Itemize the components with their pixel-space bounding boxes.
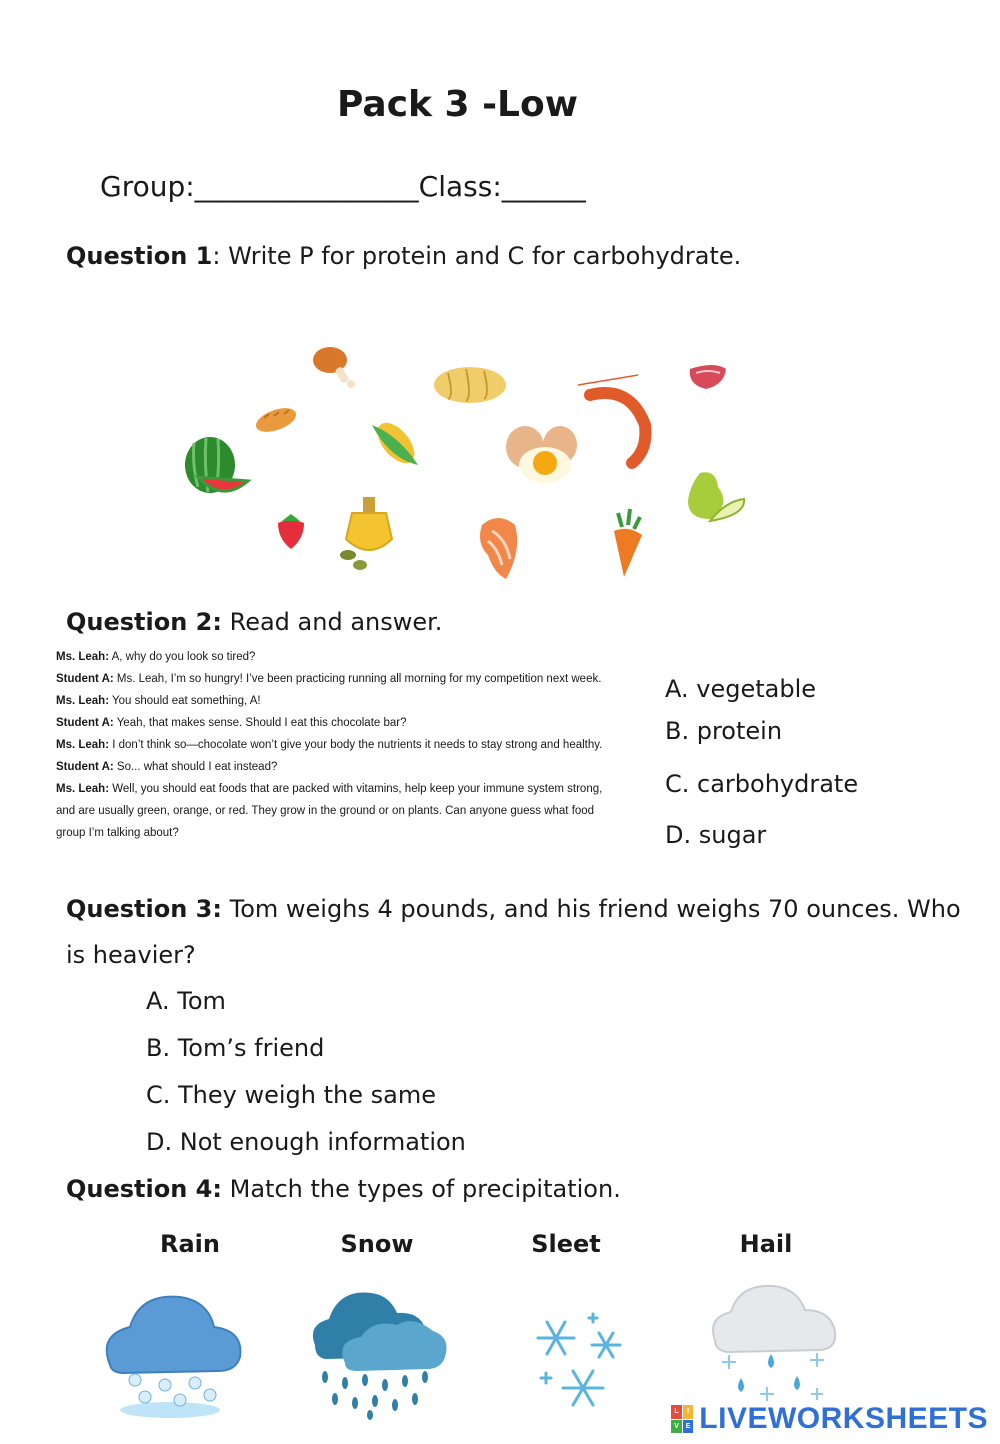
steak-icon [690, 365, 726, 389]
page-title: Pack 3 -Low [337, 84, 578, 125]
snowflakes-icon[interactable] [528, 1310, 628, 1420]
q2-option-a[interactable]: A. vegetable [665, 675, 817, 703]
chicken-leg-icon [313, 347, 355, 388]
potato-icon [434, 367, 506, 403]
q2-option-b[interactable]: B. protein [665, 717, 783, 745]
bread-icon [253, 403, 299, 436]
dialogue-line: Student A: Ms. Leah, I’m so hungry! I’ve been practicing running all morning for my competition next week. [56, 673, 602, 685]
question-3 [66, 895, 966, 923]
question-3-label: Question 3: [66, 895, 222, 923]
label-snow: Snow [340, 1230, 414, 1258]
pear-icon [688, 472, 744, 521]
dialogue-line: Student A: Yeah, that makes sense. Should I eat this chocolate bar? [56, 717, 407, 729]
group-class-line: Group:________________Class:______ [100, 170, 586, 203]
question-1-text: : Write P for protein and C for carbohydrate. [212, 242, 742, 270]
logo-text: LIVEWORKSHEETS [699, 1402, 988, 1435]
liveworksheets-logo [671, 1402, 988, 1436]
label-sleet: Sleet [531, 1230, 601, 1258]
question-1-label: Question 1 [66, 242, 213, 270]
logo-badge-icon: L I V E [671, 1405, 693, 1433]
q2-option-c[interactable]: C. carbohydrate [665, 770, 859, 798]
q3-option-c[interactable]: C. They weigh the same [146, 1081, 436, 1109]
label-rain: Rain [160, 1230, 220, 1258]
q3-option-d[interactable]: D. Not enough information [146, 1128, 466, 1156]
dialogue-line: Ms. Leah: You should eat something, A! [56, 695, 261, 707]
dialogue-line: Ms. Leah: A, why do you look so tired? [56, 651, 256, 663]
label-hail: Hail [739, 1230, 793, 1258]
shrimp-icon [578, 375, 645, 463]
rain-cloud-icon[interactable] [705, 1282, 840, 1412]
salmon-icon [480, 518, 517, 579]
strawberry-icon [278, 514, 304, 549]
q2-option-d[interactable]: D. sugar [665, 821, 767, 849]
dialogue-line: Student A: So... what should I eat instead? [56, 761, 278, 773]
hail-cloud-icon[interactable] [90, 1285, 250, 1425]
question-3-text-cont: is heavier? [66, 941, 196, 969]
question-2-text: Read and answer. [221, 608, 443, 636]
carrot-icon [614, 509, 642, 577]
question-2 [66, 608, 442, 636]
question-4 [66, 1175, 621, 1203]
sleet-cloud-icon[interactable] [305, 1285, 455, 1420]
egg-icon [506, 426, 577, 483]
question-3-text: Tom weighs 4 pounds, and his friend weighs 70 ounces. Who [221, 895, 961, 923]
question-4-text: Match the types of precipitation. [221, 1175, 621, 1203]
dialogue-line: Ms. Leah: I don’t think so—chocolate won’t give your body the nutrients it needs to stay strong and healthy. [56, 739, 603, 751]
question-1 [66, 242, 741, 270]
dialogue-line: Ms. Leah: Well, you should eat foods that are packed with vitamins, help keep your immune system strong, and are usually green, orange, or red. They grow in the ground or on plants. Can anyone guess what food group I’m talking about? [56, 783, 603, 839]
q3-option-b[interactable]: B. Tom’s friend [146, 1034, 325, 1062]
corn-icon [371, 416, 422, 469]
food-images [170, 335, 770, 595]
question-4-label: Question 4: [66, 1175, 222, 1203]
dialogue-passage [56, 646, 616, 844]
question-2-label: Question 2: [66, 608, 222, 636]
q3-option-a[interactable]: A. Tom [146, 987, 226, 1015]
watermelon-icon [185, 437, 248, 493]
oil-bottle-icon [340, 497, 392, 570]
